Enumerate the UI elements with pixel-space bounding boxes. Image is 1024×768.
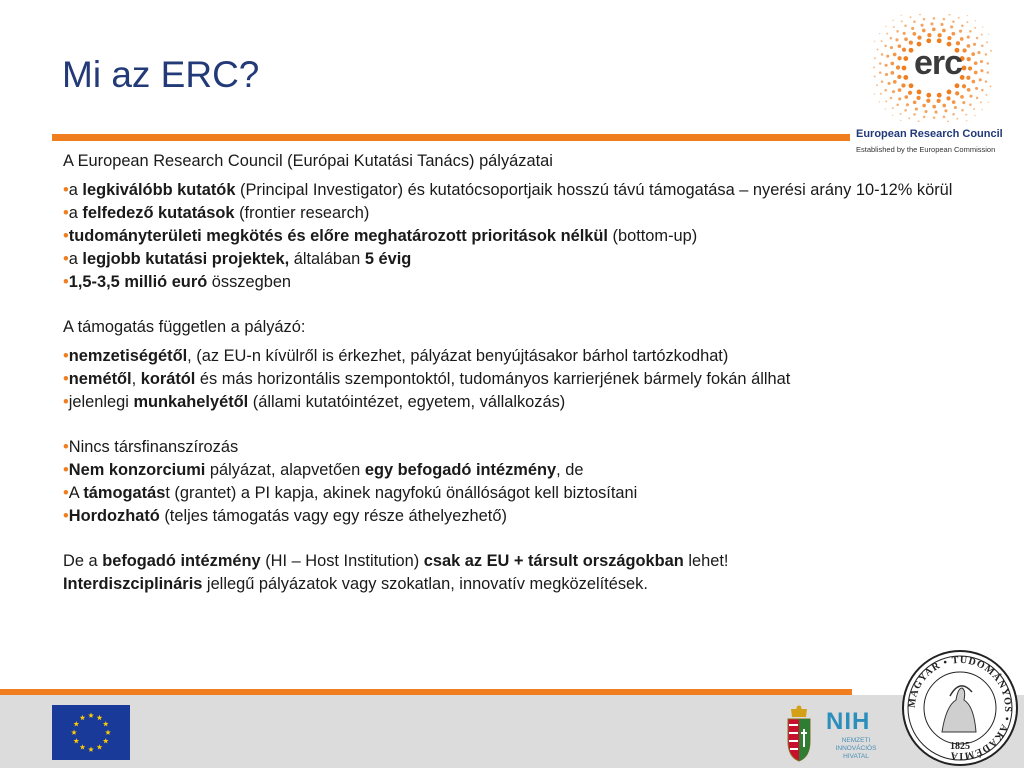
erc-dot [933, 116, 936, 119]
erc-dot [874, 93, 875, 94]
eu-flag-icon [52, 705, 130, 760]
erc-dot [959, 30, 962, 33]
erc-dot [904, 25, 907, 28]
nih-logo [822, 704, 890, 762]
erc-dot [902, 66, 907, 71]
erc-dot [896, 30, 899, 33]
host-institution-line: De a befogadó intézmény (HI – Host Institution) csak az EU + társult országokban lehet! [63, 552, 729, 570]
erc-dot [980, 60, 983, 63]
erc-dot [952, 20, 955, 23]
erc-dot [881, 80, 884, 83]
erc-dot [903, 75, 908, 80]
bullet-list-conditions [63, 436, 973, 528]
erc-dot [874, 41, 875, 42]
bullet-icon: • [63, 347, 69, 365]
erc-dot [900, 113, 902, 115]
independence-heading: A támogatás független a pályázó: [63, 318, 306, 336]
erc-dot [890, 46, 893, 49]
bullet-icon: • [63, 507, 69, 525]
erc-dot [903, 56, 908, 61]
erc-dot [922, 104, 926, 108]
erc-dot [986, 71, 989, 74]
bullet-icon: • [63, 484, 69, 502]
erc-dot [890, 71, 894, 75]
erc-dot [886, 33, 888, 35]
erc-dot [967, 57, 971, 61]
nih-mark: NIH [826, 708, 871, 735]
erc-dot [880, 93, 882, 95]
erc-dot [948, 14, 950, 16]
erc-dot [946, 96, 950, 100]
erc-dot [908, 117, 910, 119]
erc-dot [919, 14, 921, 15]
erc-dot [979, 78, 982, 81]
hungarian-coat-of-arms-icon [784, 703, 814, 763]
erc-name: European Research Council [856, 128, 1003, 140]
erc-dot [910, 16, 912, 18]
erc-dot [930, 22, 933, 25]
erc-dot [962, 66, 967, 71]
erc-dot [943, 18, 946, 21]
erc-dot [968, 66, 972, 70]
erc-dot [904, 95, 908, 99]
erc-dot [952, 32, 956, 36]
erc-dot [950, 25, 953, 28]
erc-dot [874, 57, 876, 59]
erc-dot [885, 73, 888, 76]
erc-dot [898, 88, 902, 92]
erc-dot [890, 62, 894, 66]
erc-dot [962, 101, 965, 104]
erc-dot [985, 94, 987, 96]
list-item: •tudományterületi megkötés és előre meghatározott prioritások nélkül (bottom-up) [63, 227, 698, 245]
erc-dot [916, 96, 920, 100]
erc-dot [915, 108, 918, 111]
intro-line: A European Research Council (Európai Kutatási Tanács) pályázatai [63, 152, 553, 170]
erc-dot [954, 106, 957, 109]
interdisciplinary-line: Interdiszciplináris jellegű pályázatok vagy szokatlan, innovatív megközelítések. [63, 575, 648, 593]
erc-dot [974, 27, 976, 29]
erc-dot [885, 108, 886, 109]
erc-dot [876, 48, 878, 50]
erc-dot [890, 97, 893, 100]
erc-dot [885, 26, 886, 27]
erc-logo [852, 8, 1020, 158]
erc-dot [932, 105, 936, 109]
erc-dot [897, 56, 901, 60]
eu-star-icon [71, 730, 77, 735]
erc-dot [942, 104, 946, 108]
erc-dot [885, 64, 888, 67]
erc-dot [980, 69, 983, 72]
eu-star-icon [97, 744, 103, 749]
bullet-icon: • [63, 227, 69, 245]
erc-dot [966, 120, 967, 121]
bullet-icon: • [63, 461, 69, 479]
erc-dot [975, 20, 976, 21]
erc-wordmark: erc [914, 44, 963, 82]
erc-dot [960, 95, 964, 99]
erc-dot [981, 89, 984, 92]
erc-dot [909, 83, 914, 88]
erc-dot [933, 17, 936, 20]
erc-dot [969, 30, 972, 33]
bullet-icon: • [63, 273, 69, 291]
erc-dot [892, 20, 893, 21]
list-item: •Hordozható (teljes támogatás vagy egy része áthelyezhető) [63, 507, 507, 525]
erc-dot [912, 32, 916, 36]
erc-dot [926, 93, 931, 98]
erc-dot [969, 103, 972, 106]
erc-dot [990, 86, 992, 88]
erc-dot [922, 29, 926, 33]
erc-dot [911, 27, 914, 30]
erc-dot [876, 84, 878, 86]
erc-dot [927, 33, 931, 37]
erc-dot [947, 121, 949, 122]
erc-dot [879, 62, 882, 65]
erc-dot [897, 44, 901, 48]
erc-dot [913, 113, 916, 116]
erc-dot [955, 91, 959, 95]
erc-dot [980, 101, 982, 103]
erc-dot [944, 109, 947, 112]
erc-dot [977, 51, 980, 54]
list-item: •nemétől, korától és más horizontális szempontoktól, tudományos karrierjének bármely fokán állhat [63, 370, 791, 388]
erc-dot [890, 37, 893, 40]
erc-dot [885, 100, 887, 102]
erc-dot [920, 24, 923, 27]
mta-ring-text: MAGYAR • TUDOMÁNYOS • AKADÉMIA [906, 654, 1014, 762]
erc-dot [918, 120, 920, 122]
erc-dot [909, 48, 914, 53]
bullet-icon: • [63, 393, 69, 411]
erc-dot [909, 41, 913, 45]
erc-dot [893, 26, 895, 28]
bullet-icon: • [63, 204, 69, 222]
erc-dot [971, 52, 975, 56]
erc-dot [981, 109, 982, 110]
erc-dot [937, 38, 942, 43]
slide-body [63, 150, 973, 596]
erc-dot [976, 97, 979, 100]
erc-dot [961, 24, 964, 27]
erc-dot [913, 20, 916, 23]
erc-dot [913, 100, 917, 104]
erc-dot [887, 82, 890, 85]
slide-title: Mi az ERC? [62, 54, 260, 95]
erc-dot [973, 108, 975, 110]
erc-dot [893, 53, 897, 57]
erc-dot [900, 120, 901, 121]
erc-dot [969, 95, 972, 98]
erc-dot [960, 37, 964, 41]
erc-dot [966, 21, 968, 23]
erc-dot [895, 38, 898, 41]
erc-dot [956, 118, 958, 120]
erc-dot [958, 17, 960, 19]
erc-dot [971, 80, 975, 84]
list-item: •A támogatást (grantet) a PI kapja, akinek nagyfokú önállóságot kell biztosítani [63, 484, 638, 502]
erc-dot [892, 107, 894, 109]
list-item: •Nincs társfinanszírozás [63, 438, 239, 456]
erc-dot [879, 101, 880, 102]
bullet-icon: • [63, 181, 69, 199]
erc-dot [955, 83, 960, 88]
erc-dot [976, 37, 979, 40]
erc-dot [967, 15, 968, 16]
erc-dot [901, 15, 902, 16]
erc-dot [917, 90, 922, 95]
erc-dot [967, 88, 971, 92]
erc-dot [903, 32, 906, 35]
erc-dot [981, 34, 983, 36]
list-item: •a legkiválóbb kutatók (Principal Investigator) és kutatócsoportjaik hosszú távú támogatása – nyerési arány 10-12% körül [63, 181, 953, 199]
list-item: •nemzetiségétől, (az EU-n kívülről is érkezhet, pályázat benyújtásakor bárhol tartózkodhat) [63, 347, 729, 365]
erc-dot [985, 53, 988, 56]
eu-star-icon [80, 744, 86, 749]
erc-dot [897, 75, 901, 79]
bullet-icon: • [63, 438, 69, 456]
erc-dot [965, 114, 967, 116]
eu-star-icon [88, 713, 94, 718]
list-item: •1,5-3,5 millió euró összegben [63, 273, 292, 291]
erc-dot [990, 50, 992, 52]
erc-dot [967, 36, 970, 39]
eu-star-icon [88, 747, 94, 752]
list-item: •a legjobb kutatási projektek, általában 5 évig [63, 250, 412, 268]
erc-dot [975, 87, 978, 90]
erc-dot [896, 103, 899, 106]
erc-dot [985, 80, 988, 83]
mta-seal-icon [900, 648, 1020, 768]
erc-dot [936, 99, 940, 103]
mta-year: 1825 [950, 741, 970, 752]
bullet-list-independence [63, 345, 973, 414]
erc-tagline: Established by the European Commission [856, 145, 996, 154]
erc-dot [901, 83, 905, 87]
erc-dot [934, 111, 937, 114]
erc-dot [917, 36, 921, 40]
erc-dot [947, 36, 951, 40]
erc-dot [926, 38, 931, 43]
erc-dot [901, 20, 903, 22]
list-item: •Nem konzorciumi pályázat, alapvetően egy befogadó intézmény, de [63, 461, 584, 479]
erc-dot [924, 110, 927, 113]
erc-dot [943, 116, 946, 119]
erc-dot [892, 115, 893, 116]
erc-dot [952, 113, 955, 116]
erc-dot [881, 53, 884, 56]
erc-dot [923, 18, 926, 21]
erc-dot [908, 91, 912, 95]
erc-dot [932, 28, 936, 32]
erc-dot [923, 116, 926, 119]
erc-dot [873, 66, 875, 68]
erc-dot [893, 80, 897, 84]
erc-dot [973, 43, 976, 46]
erc-dot [981, 45, 984, 48]
top-divider [52, 134, 850, 141]
erc-dot [902, 48, 906, 52]
erc-dot [896, 65, 900, 69]
eu-star-icon [97, 715, 103, 720]
erc-dot [881, 40, 883, 42]
erc-dot [986, 62, 989, 65]
erc-dot [926, 99, 930, 103]
erc-dot [974, 115, 975, 116]
erc-dot [988, 33, 989, 34]
erc-dot [940, 23, 943, 26]
erc-dot [906, 103, 909, 106]
erc-dot [884, 45, 887, 48]
erc-dot [879, 71, 882, 74]
erc-dot [892, 90, 895, 93]
bullet-list-features [63, 179, 973, 294]
erc-dot [962, 48, 966, 52]
bullet-icon: • [63, 370, 69, 388]
erc-dot [952, 100, 956, 104]
eu-star-icon [103, 738, 109, 743]
bullet-icon: • [63, 250, 69, 268]
eu-stars [52, 705, 130, 760]
eu-star-icon [73, 738, 79, 743]
erc-dot [986, 41, 988, 43]
erc-dot [982, 26, 983, 27]
erc-dot [967, 44, 971, 48]
erc-dot [966, 76, 970, 80]
eu-star-icon [80, 715, 86, 720]
erc-dot [904, 37, 908, 41]
erc-dot [961, 109, 964, 112]
erc-dot [874, 75, 876, 77]
erc-dot [904, 109, 907, 112]
erc-dot [886, 55, 889, 58]
erc-dot [947, 90, 952, 95]
list-item: •a felfedező kutatások (frontier research) [63, 204, 370, 222]
erc-dot [938, 33, 942, 37]
eu-star-icon [105, 730, 111, 735]
erc-dot [974, 61, 978, 65]
eu-star-icon [73, 721, 79, 726]
erc-dot [884, 89, 887, 92]
eu-star-icon [103, 721, 109, 726]
erc-dot [974, 71, 978, 75]
erc-dot [937, 93, 942, 98]
erc-dot [962, 84, 966, 88]
erc-dot [988, 102, 989, 103]
nih-caption: NEMZETI INNOVÁCIÓS HIVATAL [835, 737, 877, 760]
erc-dot [879, 33, 880, 34]
erc-dot [898, 97, 901, 100]
erc-dot [942, 29, 946, 33]
list-item: •jelenlegi munkahelyétől (állami kutatóintézet, egyetem, vállalkozás) [63, 393, 566, 411]
